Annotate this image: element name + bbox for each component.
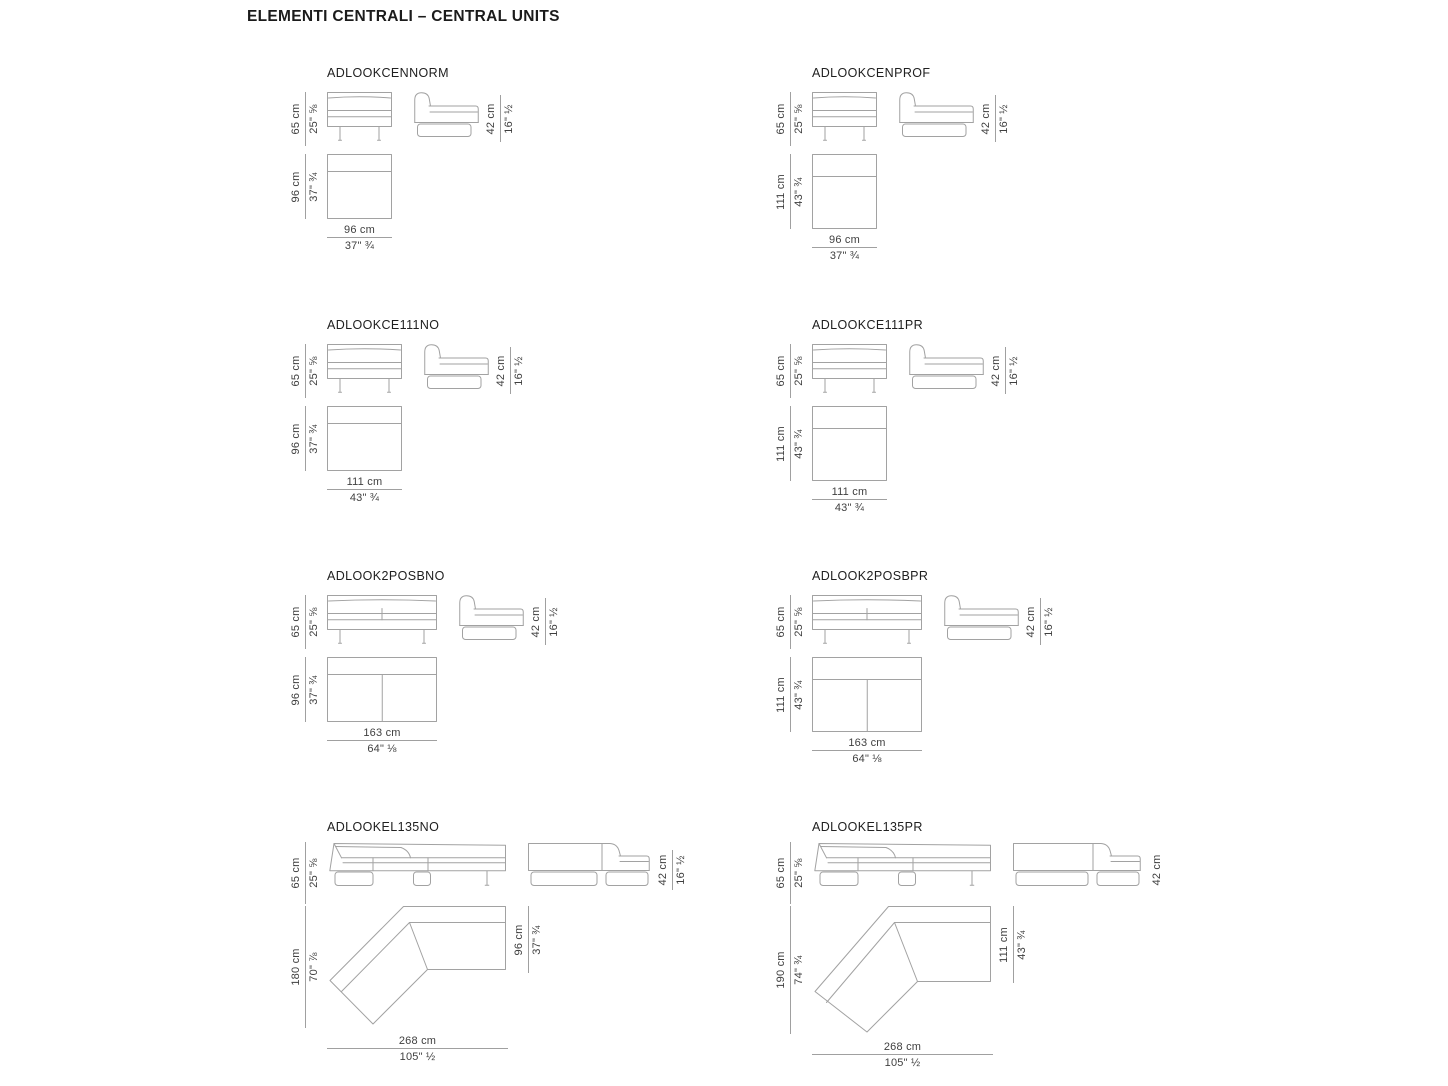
side-view-drawing <box>909 344 984 394</box>
dimension-line <box>790 595 791 649</box>
left-extent-cm-label: 190 cm <box>775 951 787 989</box>
height-inch-label: 25" ⅝ <box>793 104 805 134</box>
seat-height-inch-label: 16" ½ <box>998 103 1010 134</box>
height-inch-label: 25" ⅝ <box>308 104 320 134</box>
depth-dimension <box>289 657 321 722</box>
height-cm-label: 65 cm <box>290 355 302 387</box>
depth-cm-label: 96 cm <box>290 674 302 705</box>
height-dimension <box>289 842 321 904</box>
left-extent-dimension <box>774 906 806 1034</box>
seat-height-cm-label: 42 cm <box>1151 854 1163 886</box>
height-cm-label: 65 cm <box>290 857 302 889</box>
depth-dimension <box>774 406 806 481</box>
front-view-drawing <box>812 344 887 394</box>
seat-height-dimension <box>494 347 526 394</box>
height-cm-label: 65 cm <box>775 606 787 638</box>
dimension-line <box>305 406 306 471</box>
side-view-drawing <box>899 92 974 142</box>
depth-inch-label: 37" ¾ <box>308 423 320 454</box>
height-dimension <box>289 595 321 649</box>
height-dimension <box>289 344 321 398</box>
top-view-drawing <box>812 657 922 732</box>
dimension-line <box>790 842 791 904</box>
product-code: ADLOOKCE111NO <box>327 318 440 332</box>
front-view-drawing <box>812 92 877 142</box>
width-dimension <box>812 736 922 766</box>
dimension-line <box>305 842 306 904</box>
dimension-line <box>790 657 791 732</box>
dimension-line <box>812 499 887 500</box>
top-view-drawing <box>812 406 887 481</box>
height-inch-label: 25" ⅝ <box>308 356 320 386</box>
depth-inch-label: 43" ¾ <box>793 428 805 459</box>
dimension-line <box>327 740 437 741</box>
dimension-line <box>500 95 501 142</box>
height-dimension <box>774 595 806 649</box>
dimension-line <box>305 92 306 146</box>
seat-height-cm-label: 42 cm <box>657 854 669 886</box>
height-dimension <box>774 92 806 146</box>
front-view-drawing <box>327 842 508 888</box>
width-cm-label: 163 cm <box>363 727 401 739</box>
dimension-line <box>812 247 877 248</box>
front-view-drawing <box>812 842 993 888</box>
seat-height-inch-label: 16" ½ <box>513 355 525 386</box>
seat-height-dimension <box>529 598 561 645</box>
width-dimension <box>812 233 877 263</box>
total-width-dimension <box>812 1040 993 1070</box>
depth-inch-label: 43" ¾ <box>793 176 805 207</box>
width-cm-label: 96 cm <box>829 234 860 246</box>
seat-height-cm-label: 42 cm <box>495 355 507 386</box>
seat-height-cm-label: 42 cm <box>990 355 1002 386</box>
dimension-line <box>812 750 922 751</box>
dimension-line <box>790 344 791 398</box>
width-dimension <box>327 475 402 505</box>
top-view-drawing <box>812 906 993 1034</box>
depth-inch-label: 37" ¾ <box>308 674 320 705</box>
depth-dimension <box>774 657 806 732</box>
height-dimension <box>774 842 806 904</box>
left-extent-cm-label: 180 cm <box>290 948 302 986</box>
seat-height-cm-label: 42 cm <box>485 103 497 134</box>
width-inch-label: 64" ⅛ <box>852 753 882 765</box>
depth-cm-label: 96 cm <box>290 423 302 454</box>
width-dimension <box>327 726 437 756</box>
side-view-drawing <box>1013 842 1141 888</box>
total-width-inch-label: 105" ½ <box>884 1057 921 1069</box>
product-code: ADLOOKCE111PR <box>812 318 924 332</box>
height-cm-label: 65 cm <box>775 103 787 135</box>
side-view-drawing <box>414 92 479 142</box>
height-cm-label: 65 cm <box>775 857 787 889</box>
dimension-line <box>1040 598 1041 645</box>
seat-height-inch-label: 16" ½ <box>1008 355 1020 386</box>
width-inch-label: 43" ¾ <box>349 492 380 504</box>
dimension-line <box>305 344 306 398</box>
seat-height-inch-label: 16" ½ <box>548 606 560 637</box>
top-view-drawing <box>812 154 877 229</box>
side-view-drawing <box>459 595 524 645</box>
dimension-line <box>545 598 546 645</box>
product-code: ADLOOK2POSBNO <box>327 569 445 583</box>
height-inch-label: 25" ⅝ <box>308 607 320 637</box>
product-code: ADLOOKCENPROF <box>812 66 931 80</box>
dimension-line <box>327 1048 508 1049</box>
dimension-line <box>327 237 392 238</box>
dimension-line <box>528 906 529 973</box>
product-code: ADLOOKCENNORM <box>327 66 449 80</box>
dimension-line <box>1013 906 1014 983</box>
side-view-drawing <box>528 842 650 888</box>
depth-dimension <box>289 406 321 471</box>
left-extent-dimension <box>289 906 321 1028</box>
height-inch-label: 25" ⅝ <box>793 607 805 637</box>
dimension-line <box>672 850 673 890</box>
dimension-line <box>510 347 511 394</box>
right-depth-inch-label: 37" ¾ <box>531 924 543 955</box>
height-cm-label: 65 cm <box>290 606 302 638</box>
total-width-inch-label: 105" ½ <box>399 1051 436 1063</box>
dimension-line <box>305 906 306 1028</box>
seat-height-inch-label: 16" ½ <box>503 103 515 134</box>
dimension-line <box>305 154 306 219</box>
width-dimension <box>812 485 887 515</box>
front-view-drawing <box>327 92 392 142</box>
width-cm-label: 111 cm <box>831 486 868 498</box>
seat-height-inch-label: 16" ½ <box>675 855 687 885</box>
seat-height-dimension <box>989 347 1021 394</box>
top-view-drawing <box>327 154 392 219</box>
total-width-cm-label: 268 cm <box>398 1035 437 1047</box>
depth-dimension <box>774 154 806 229</box>
product-code: ADLOOKEL135NO <box>327 820 440 834</box>
left-extent-inch-label: 70" ⅞ <box>308 952 320 982</box>
right-depth-dimension <box>997 906 1029 983</box>
dimension-line <box>327 489 402 490</box>
width-inch-label: 37" ¾ <box>344 240 375 252</box>
total-width-dimension <box>327 1034 508 1064</box>
side-view-drawing <box>424 344 489 394</box>
height-inch-label: 25" ⅝ <box>793 356 805 386</box>
height-cm-label: 65 cm <box>290 103 302 135</box>
right-depth-inch-label: 43" ¾ <box>1016 929 1028 960</box>
product-code: ADLOOKEL135PR <box>812 820 923 834</box>
seat-height-cm-label: 42 cm <box>980 103 992 134</box>
width-cm-label: 96 cm <box>344 224 375 236</box>
dimension-line <box>790 154 791 229</box>
height-cm-label: 65 cm <box>775 355 787 387</box>
front-view-drawing <box>327 344 402 394</box>
depth-cm-label: 111 cm <box>775 425 787 462</box>
top-view-drawing <box>327 657 437 722</box>
left-extent-inch-label: 74" ¾ <box>793 955 805 985</box>
front-view-drawing <box>812 595 922 645</box>
product-code: ADLOOK2POSBPR <box>812 569 929 583</box>
seat-height-dimension <box>656 850 688 890</box>
total-width-cm-label: 268 cm <box>883 1041 922 1053</box>
height-dimension <box>774 344 806 398</box>
dimension-line <box>995 95 996 142</box>
dimension-line <box>790 92 791 146</box>
seat-height-dimension <box>1147 847 1167 893</box>
dimension-line <box>305 657 306 722</box>
height-dimension <box>289 92 321 146</box>
dimension-line <box>812 1054 993 1055</box>
height-inch-label: 25" ⅝ <box>793 858 805 888</box>
top-view-drawing <box>327 406 402 471</box>
seat-height-inch-label: 16" ½ <box>1043 606 1055 637</box>
right-depth-dimension <box>512 906 544 973</box>
width-cm-label: 163 cm <box>848 737 886 749</box>
height-inch-label: 25" ⅝ <box>308 858 320 888</box>
depth-cm-label: 111 cm <box>775 173 787 210</box>
depth-cm-label: 96 cm <box>290 171 302 202</box>
right-depth-cm-label: 111 cm <box>998 926 1010 963</box>
width-cm-label: 111 cm <box>346 476 383 488</box>
page-title: ELEMENTI CENTRALI – CENTRAL UNITS <box>247 8 560 25</box>
front-view-drawing <box>327 595 437 645</box>
width-inch-label: 43" ¾ <box>834 502 865 514</box>
dimension-line <box>790 406 791 481</box>
depth-dimension <box>289 154 321 219</box>
side-view-drawing <box>944 595 1019 645</box>
seat-height-dimension <box>1024 598 1056 645</box>
depth-cm-label: 111 cm <box>775 676 787 713</box>
dimension-line <box>790 906 791 1034</box>
dimension-line <box>305 595 306 649</box>
dimension-line <box>1005 347 1006 394</box>
width-dimension <box>327 223 392 253</box>
depth-inch-label: 37" ¾ <box>308 171 320 202</box>
seat-height-dimension <box>979 95 1011 142</box>
seat-height-dimension <box>484 95 516 142</box>
right-depth-cm-label: 96 cm <box>513 924 525 955</box>
seat-height-cm-label: 42 cm <box>1025 606 1037 637</box>
depth-inch-label: 43" ¾ <box>793 679 805 710</box>
top-view-drawing <box>327 906 508 1028</box>
width-inch-label: 64" ⅛ <box>367 743 397 755</box>
seat-height-cm-label: 42 cm <box>530 606 542 637</box>
width-inch-label: 37" ¾ <box>829 250 860 262</box>
